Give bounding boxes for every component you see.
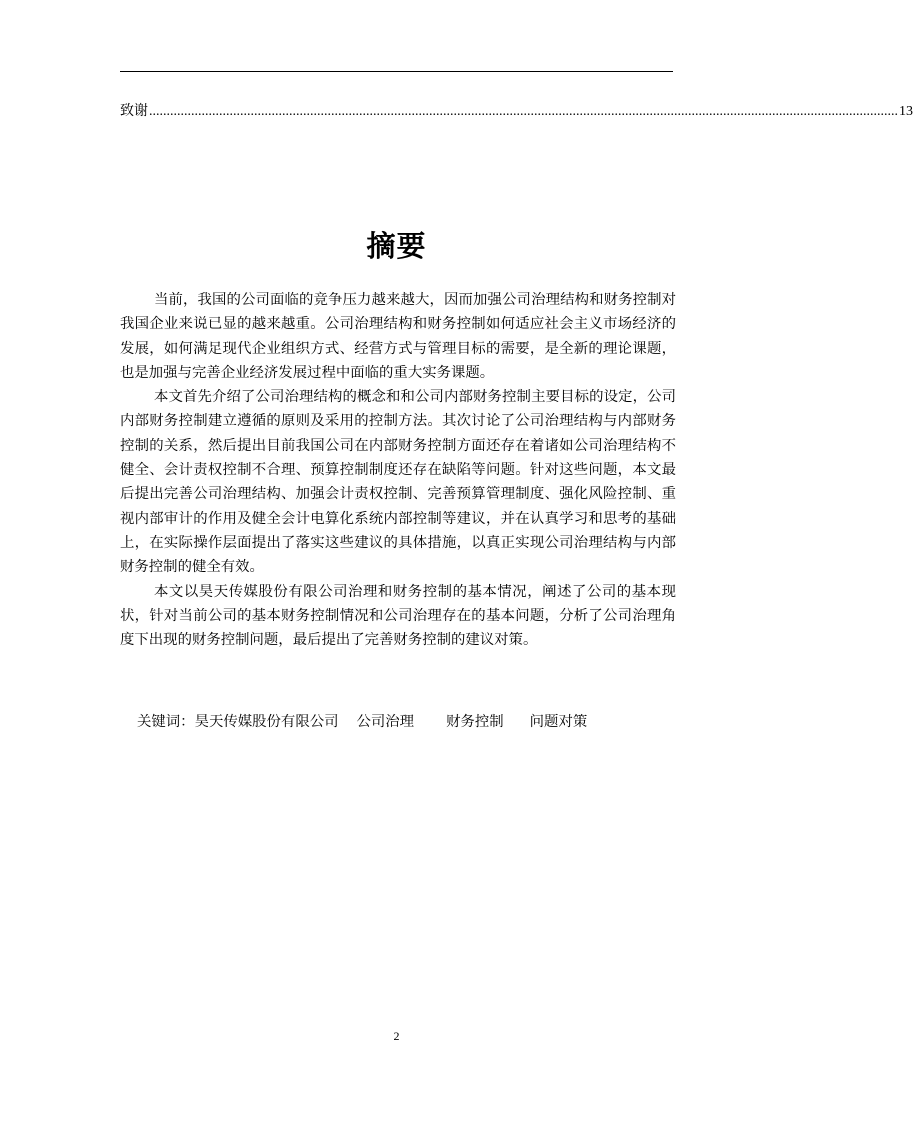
keyword-item: 公司治理 <box>356 714 415 730</box>
keywords-label: 关键词： <box>137 714 195 730</box>
toc-entry-label: 致谢 <box>120 103 148 119</box>
keywords-line <box>137 710 587 734</box>
header-rule <box>120 71 673 72</box>
toc-entry-acknowledgements[interactable] <box>120 100 913 122</box>
abstract-paragraph: 当前，我国的公司面临的竞争压力越来越大，因而加强公司治理结构和财务控制对我国企业来说已显的越来越重。公司治理结构和财务控制如何适应社会主义市场经济的发展，如何满足现代企业组织方式、经营方式与管理目标的需要，是全新的理论课题，也是加强与完善企业经济发展过程中面临的重大实务课题。 <box>120 292 676 381</box>
abstract-body <box>120 288 676 652</box>
page-number: 2 <box>393 1029 400 1043</box>
abstract-paragraph: 本文首先介绍了公司治理结构的概念和和公司内部财务控制主要目标的设定，公司内部财务控制建立遵循的原则及采用的控制方法。其次讨论了公司治理结构与内部财务控制的关系，然后提出目前我国公司在内部财务控制方面还存在着诸如公司治理结构不健全、会计责权控制不合理、预算控制制度还存在缺陷等问题。针对这些问题，本文最后提出完善公司治理结构、加强会计责权控制、完善预算管理制度、强化风险控制、重视内部审计的作用及健全会计电算化系统内部控制等建议，并在认真学习和思考的基础上，在实际操作层面提出了落实这些建议的具体措施，以真正实现公司治理结构与内部财务控制的健全有效。 <box>120 389 676 576</box>
abstract-paragraph: 本文以昊天传媒股份有限公司治理和财务控制的基本情况，阐述了公司的基本现状，针对当前公司的基本财务控制情况和公司治理存在的基本问题，分析了公司治理角度下出现的财务控制问题，最后提出了完善财务控制的建议对策。 <box>120 583 676 649</box>
keyword-item: 问题对策 <box>529 714 588 730</box>
keyword-item: 财务控制 <box>446 714 504 730</box>
keyword-item: 昊天传媒股份有限公司 <box>194 714 339 730</box>
toc-dot-leader: ...................................................................................................................................................................................................................... <box>149 104 898 119</box>
toc-entry-page: 13 <box>899 104 913 119</box>
abstract-title: 摘要 <box>366 229 427 263</box>
